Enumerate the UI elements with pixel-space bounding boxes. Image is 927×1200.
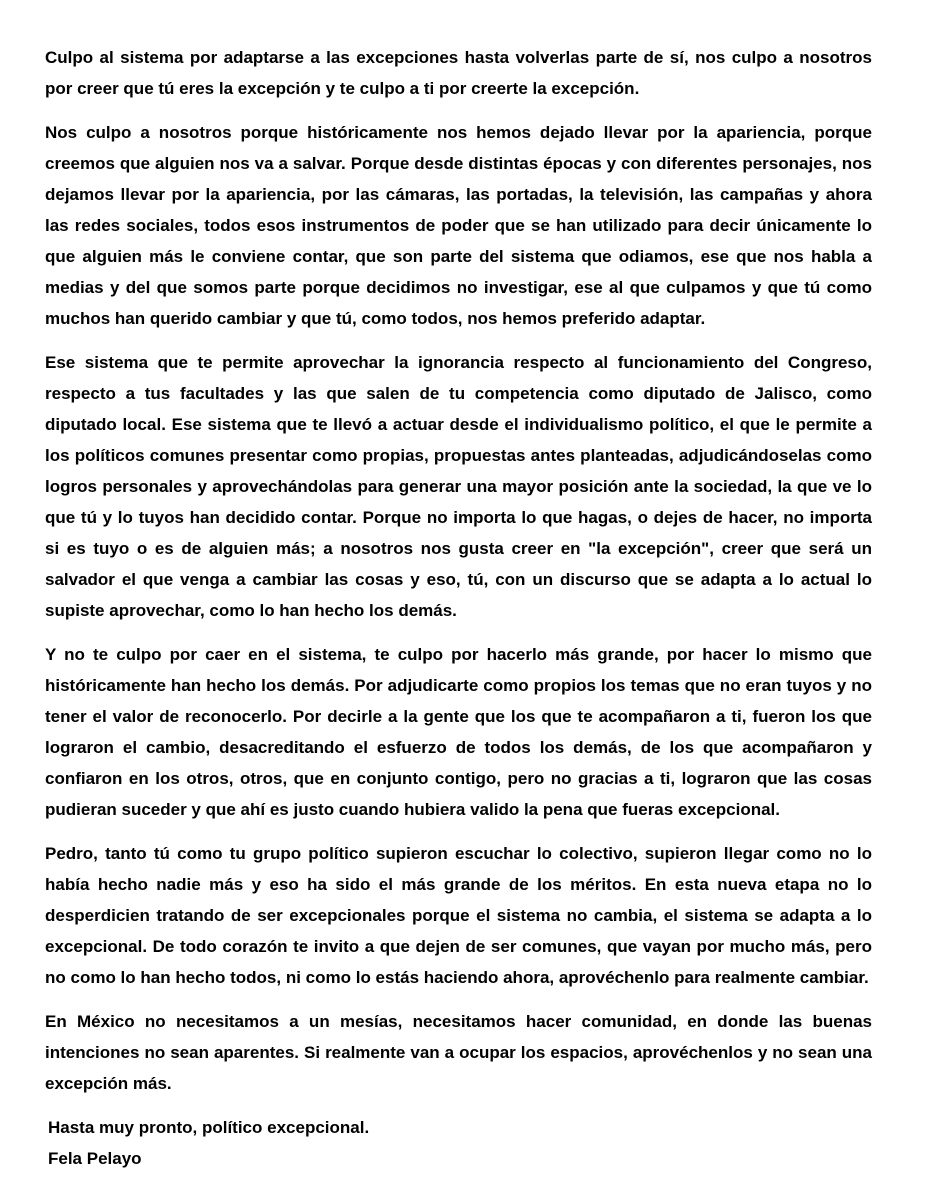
paragraph-4: Y no te culpo por caer en el sistema, te culpo por hacerlo más grande, por hacer lo mismo que históricamente han hecho los demás. Por adjudicarte como propios los temas que no eran tuyos y no tener el valor de reconocerlo. Por decirle a la gente que los que te acompañaron a ti, fueron los que lograron el cambio, desacreditando el esfuerzo de todos los demás, de los que acompañaron y confiaron en los otros, otros, que en conjunto contigo, pero no gracias a ti, lograron que las cosas pudieran suceder y que ahí es justo cuando hubiera valido la pena que fueras excepcional. <box>45 645 872 819</box>
signature-name: Fela Pelayo <box>48 1149 142 1168</box>
paragraph-2: Nos culpo a nosotros porque históricamente nos hemos dejado llevar por la apariencia, porque creemos que alguien nos va a salvar. Porque desde distintas épocas y con diferentes personajes, nos dejamos llevar por la apariencia, por las cámaras, las portadas, la televisión, las campañas y ahora las redes sociales, todos esos instrumentos de poder que se han utilizado para decir únicamente lo que alguien más le conviene contar, que son parte del sistema que odiamos, ese que nos habla a medias y del que somos parte porque decidimos no investigar, ese al que culpamos y que tú como muchos han querido cambiar y que tú, como todos, nos hemos preferido adaptar. <box>45 123 872 328</box>
paragraph-5: Pedro, tanto tú como tu grupo político supieron escuchar lo colectivo, supieron llegar como no lo había hecho nadie más y eso ha sido el más grande de los méritos. En esta nueva etapa no lo desperdicien tratando de ser excepcionales porque el sistema no cambia, el sistema se adapta a lo excepcional. De todo corazón te invito a que dejen de ser comunes, que vayan por mucho más, pero no como lo han hecho todos, ni como lo estás haciendo ahora, aprovéchenlo para realmente cambiar. <box>45 844 872 987</box>
paragraph-6: En México no necesitamos a un mesías, necesitamos hacer comunidad, en donde las buenas intenciones no sean aparentes. Si realmente van a ocupar los espacios, aprovéchenlos y no sean una excepción más. <box>45 1012 872 1093</box>
closing-line: Hasta muy pronto, político excepcional. <box>48 1118 370 1137</box>
paragraph-1: Culpo al sistema por adaptarse a las excepciones hasta volverlas parte de sí, nos culpo a nosotros por creer que tú eres la excepción y te culpo a ti por creerte la excepción. <box>45 48 872 98</box>
paragraph-3: Ese sistema que te permite aprovechar la ignorancia respecto al funcionamiento del Congreso, respecto a tus facultades y las que salen de tu competencia como diputado de Jalisco, como diputado local. Ese sistema que te llevó a actuar desde el individualismo político, el que le permite a los políticos comunes presentar como propias, propuestas antes planteadas, adjudicándoselas como logros personales y aprovechándolas para generar una mayor posición ante la sociedad, la que ve lo que tú y lo tuyos han decidido contar. Porque no importa lo que hagas, o dejes de hacer, no importa si es tuyo o es de alguien más; a nosotros nos gusta creer en "la excepción", creer que será un salvador el que venga a cambiar las cosas y eso, tú, con un discurso que se adapta a lo actual lo supiste aprovechar, como lo han hecho los demás. <box>45 353 872 620</box>
